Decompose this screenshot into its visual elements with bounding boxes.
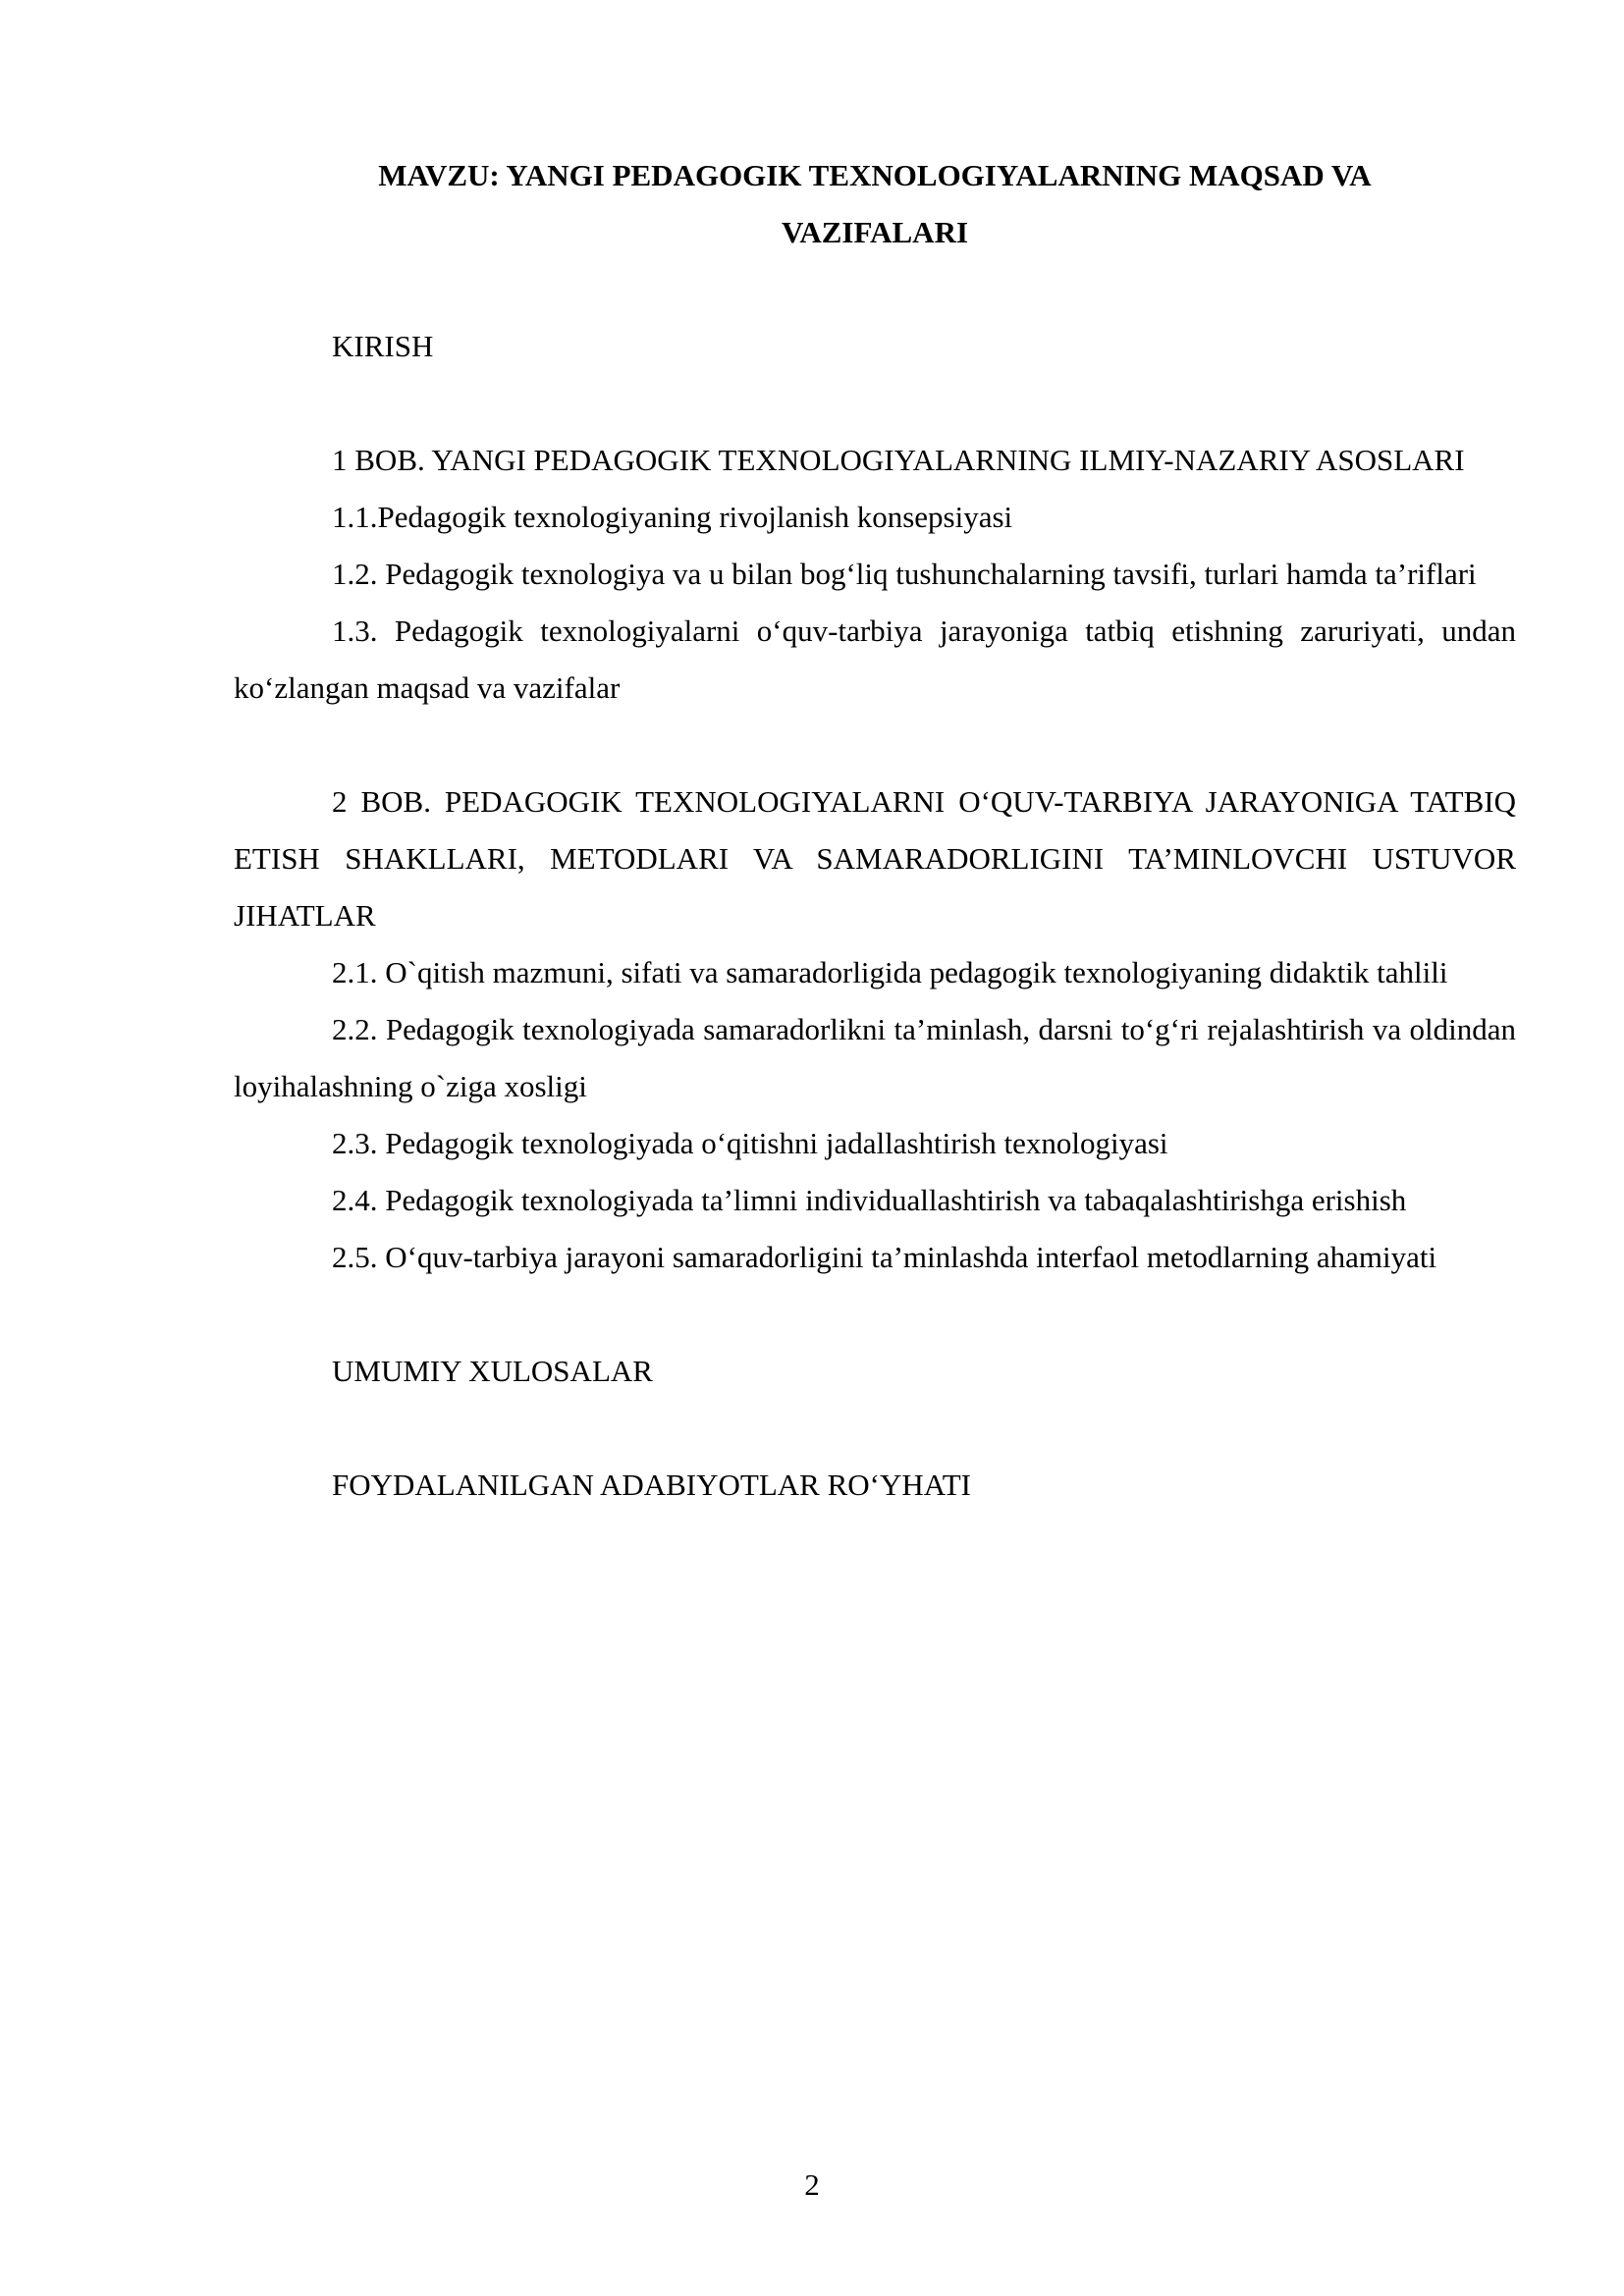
document-title <box>234 147 1516 261</box>
toc-section-2-3: 2.3. Pedagogik texnologiyada o‘qitishni jadallashtirish texnologiyasi <box>332 1126 1168 1160</box>
title-line-1: MAVZU: YANGI PEDAGOGIK TEXNOLOGIYALARNING MAQSAD VA <box>378 158 1372 192</box>
toc-chapter-2-heading: 2 BOB. PEDAGOGIK TEXNOLOGIYALARNI O‘QUV-TARBIYA JARAYONIGA TATBIQ ETISH SHAKLLARI, METODLARI VA SAMARADORLIGINI TA’MINLOVCHI USTUVOR JIHATLAR <box>234 784 1516 933</box>
spacer <box>234 261 1516 318</box>
toc-section-1-3: 1.3. Pedagogik texnologiyalarni o‘quv-tarbiya jarayoniga tatbiq etishning zaruriyati, undan ko‘zlangan maqsad va vazifalar <box>234 614 1516 705</box>
toc-section-2-1: 2.1. O`qitish mazmuni, sifati va samaradorligida pedagogik texnologiyaning didaktik tahlili <box>332 955 1448 989</box>
page-number: 2 <box>804 2167 820 2202</box>
toc-conclusions: UMUMIY XULOSALAR <box>332 1354 653 1388</box>
spacer <box>234 1286 1516 1343</box>
spacer <box>234 1400 1516 1457</box>
table-of-contents <box>234 147 1516 1514</box>
toc-intro: KIRISH <box>332 329 434 363</box>
title-line-2: VAZIFALARI <box>781 215 969 249</box>
toc-section-2-5: 2.5. O‘quv-tarbiya jarayoni samaradorligini ta’minlashda interfaol metodlarning ahamiyati <box>332 1240 1437 1274</box>
toc-section-1-1: 1.1.Pedagogik texnologiyaning rivojlanish konsepsiyasi <box>332 500 1013 534</box>
toc-section-2-2: 2.2. Pedagogik texnologiyada samaradorlikni ta’minlash, darsni to‘g‘ri rejalashtirish va oldindan loyihalashning o`ziga xosligi <box>234 1012 1516 1103</box>
spacer <box>234 717 1516 774</box>
toc-references: FOYDALANILGAN ADABIYOTLAR RO‘YHATI <box>332 1468 971 1502</box>
toc-section-1-2: 1.2. Pedagogik texnologiya va u bilan bog‘liq tushunchalarning tavsifi, turlari hamda ta’riflari <box>332 557 1477 591</box>
toc-section-2-4: 2.4. Pedagogik texnologiyada ta’limni individuallashtirish va tabaqalashtirishga erishish <box>332 1183 1407 1217</box>
toc-chapter-1-heading: 1 BOB. YANGI PEDAGOGIK TEXNOLOGIYALARNING ILMIY-NAZARIY ASOSLARI <box>332 443 1465 477</box>
spacer <box>234 375 1516 432</box>
